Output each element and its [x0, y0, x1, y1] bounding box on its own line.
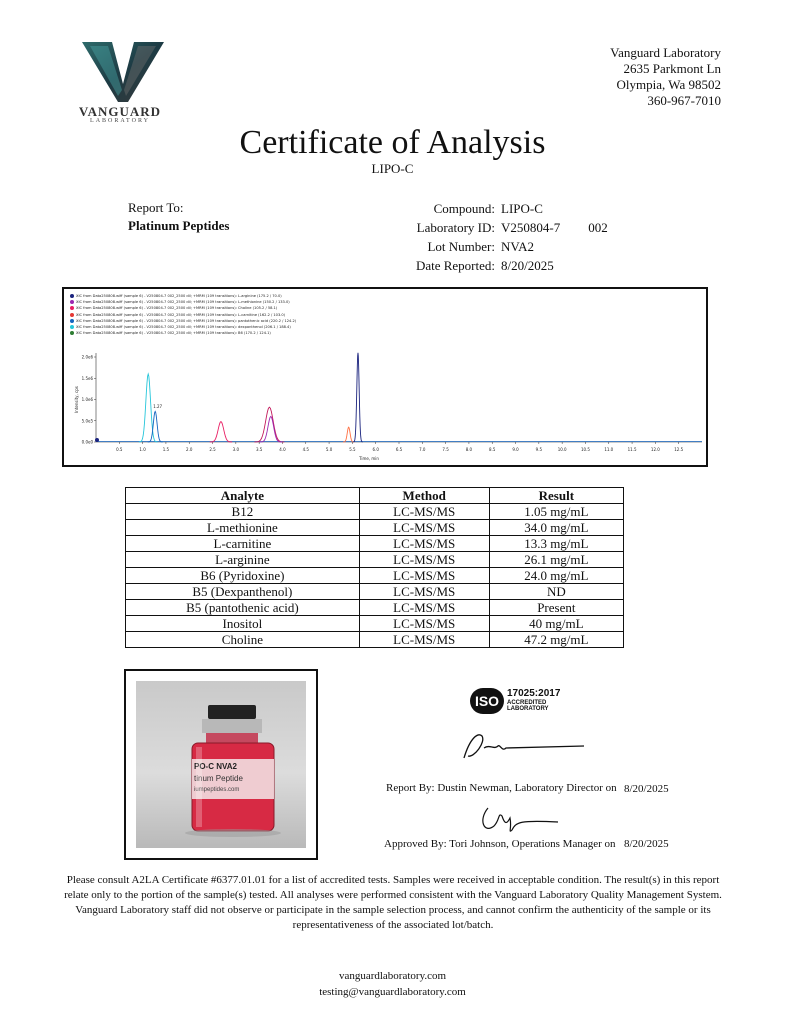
result-cell: 40 mg/mL — [489, 616, 623, 632]
iso-accredited: ACCREDITED — [507, 700, 547, 706]
analyte-cell: L-carnitine — [126, 536, 360, 552]
sample-photo — [136, 681, 306, 848]
result-cell: 47.2 mg/mL — [489, 632, 623, 648]
result-cell: Present — [489, 600, 623, 616]
report-to — [128, 199, 229, 235]
x-tick-label: 10.0 — [557, 447, 567, 452]
manager-signature — [478, 800, 568, 836]
chromatogram — [62, 287, 708, 467]
y-tick-label: 2.0e6 — [81, 354, 93, 360]
x-tick-label: 5.5 — [349, 447, 356, 452]
analyte-cell: L-methionine — [126, 520, 360, 536]
result-cell: ND — [489, 584, 623, 600]
table-row — [126, 600, 624, 616]
lab-id-label: Laboratory ID: — [416, 220, 495, 235]
analyte-cell: Inositol — [126, 616, 360, 632]
x-tick-label: 0.5 — [116, 447, 123, 452]
lab-phone: 360-967-7010 — [647, 93, 721, 108]
legend-text: XIC from Data250808.wiff (sample 6) - V250804-7 002_2500 dil; +MRM (109 transitions): L-arginine (175.2 / 70.0) — [76, 294, 282, 298]
chromatogram-peak — [210, 422, 232, 442]
lab-street: 2635 Parkmont Ln — [623, 61, 721, 76]
legend-text: XIC from Data250808.wiff (sample 6) - V250804-7 002_2500 dil; +MRM (109 transitions): pantothenic acid (220.2 / 124.2) — [76, 318, 297, 323]
lab-address — [610, 45, 721, 109]
table-row — [126, 552, 624, 568]
date-label: Date Reported: — [415, 258, 495, 273]
approved-by-date: 8/20/2025 — [624, 838, 669, 850]
vial-label-1: PO-C NVA2 — [194, 762, 237, 771]
result-cell: 13.3 mg/mL — [489, 536, 623, 552]
lab-id-value: V250804-7 — [501, 220, 561, 235]
compound-value: LIPO-C — [501, 201, 543, 216]
lot-label: Lot Number: — [427, 239, 495, 254]
x-tick-label: 7.5 — [442, 447, 449, 452]
y-axis-label: Intensity, cps — [74, 386, 79, 413]
legend-text: XIC from Data250808.wiff (sample 6) - V250804-7 002_2500 dil; +MRM (109 transitions): L-methionine (150.2 / 133.0) — [76, 300, 290, 305]
table-row — [126, 616, 624, 632]
method-cell: LC-MS/MS — [359, 552, 489, 568]
report-meta — [340, 199, 608, 275]
x-tick-label: 1.5 — [162, 447, 170, 452]
method-cell: LC-MS/MS — [359, 568, 489, 584]
method-cell: LC-MS/MS — [359, 600, 489, 616]
x-tick-label: 10.5 — [581, 447, 590, 452]
x-tick-label: 12.5 — [674, 447, 684, 452]
director-signature — [460, 728, 590, 768]
method-cell: LC-MS/MS — [359, 520, 489, 536]
x-tick-label: 9.5 — [535, 447, 543, 452]
legend-text: XIC from Data250808.wiff (sample 6) - V250804-7 002_2500 dil; +MRM (109 transitions): B6 (170.2 / 124.1) — [76, 331, 271, 336]
method-cell: LC-MS/MS — [359, 584, 489, 600]
results-table — [125, 487, 624, 648]
approved-by-text: Approved By: Tori Johnson, Operations Manager on — [384, 838, 616, 850]
report-by-text: Report By: Dustin Newman, Laboratory Director on — [386, 782, 617, 794]
lab-city: Olympia, Wa 98502 — [616, 77, 721, 92]
column-header: Analyte — [126, 488, 360, 504]
analyte-cell: B12 — [126, 504, 360, 520]
x-tick-label: 8.0 — [465, 447, 473, 452]
x-tick-label: 4.0 — [279, 447, 286, 452]
x-tick-label: 11.5 — [627, 447, 637, 452]
page-subtitle: LIPO-C — [371, 161, 414, 176]
result-cell: 26.1 mg/mL — [489, 552, 623, 568]
table-header-row — [126, 488, 624, 504]
chromatogram-plot — [64, 289, 706, 465]
y-tick-label: 1.5e6 — [81, 375, 93, 381]
analyte-cell: Choline — [126, 632, 360, 648]
contact-info — [0, 968, 785, 1000]
x-tick-label: 11.0 — [604, 447, 614, 452]
page-title: Certificate of Analysis — [239, 124, 546, 161]
method-cell: LC-MS/MS — [359, 504, 489, 520]
chromatogram-peak — [148, 411, 163, 442]
report-by-date: 8/20/2025 — [624, 783, 669, 795]
compound-label: Compound: — [433, 201, 495, 216]
iso-icon: ISO — [470, 688, 504, 714]
vial-label-2: tinum Peptide — [194, 774, 243, 783]
client-name: Platinum Peptides — [128, 218, 230, 233]
vial-image — [136, 681, 306, 848]
logo-name: VANGUARD — [78, 104, 162, 119]
x-tick-label: 4.5 — [302, 447, 309, 452]
website-link[interactable]: vanguardlaboratory.com — [338, 970, 447, 982]
y-tick-label: 5.0e5 — [81, 418, 93, 424]
analyte-cell: B5 (pantothenic acid) — [126, 600, 360, 616]
table-row — [126, 632, 624, 648]
iso-laboratory: LABORATORY — [507, 706, 549, 712]
x-tick-label: 1.0 — [139, 447, 146, 452]
x-tick-label: 3.0 — [232, 447, 240, 452]
legend-text: XIC from Data250808.wiff (sample 6) - V250804-7 002_2500 dil; +MRM (109 transitions): L-carnitine (162.2 / 103.0) — [76, 312, 286, 317]
lot-value: NVA2 — [501, 239, 534, 254]
x-tick-label: 2.0 — [186, 447, 193, 452]
x-axis-label: Time, min — [359, 456, 379, 461]
table-row — [126, 536, 624, 552]
table-row — [126, 568, 624, 584]
x-tick-label: 7.0 — [419, 447, 426, 452]
legend-text: XIC from Data250808.wiff (sample 6) - V250804-7 002_2500 dil; +MRM (109 transitions): dexpanthenol (206.1 / 188.4) — [76, 325, 291, 330]
peak-label: 1.27 — [153, 404, 163, 409]
y-tick-label: 1.0e6 — [81, 397, 93, 402]
chromatogram-peak — [343, 427, 354, 442]
lab-id-suffix: 002 — [588, 220, 608, 235]
vial-label-3: iumpeptides.com — [194, 787, 240, 793]
x-tick-label: 2.5 — [209, 447, 216, 452]
chromatogram-peak — [260, 417, 282, 442]
report-to-label: Report To: — [128, 200, 184, 215]
table-row — [126, 504, 624, 520]
analyte-cell: B5 (Dexpanthenol) — [126, 584, 360, 600]
result-cell: 24.0 mg/mL — [489, 568, 623, 584]
logo-subtitle: LABORATORY — [90, 118, 150, 124]
disclaimer: Please consult A2LA Certificate #6377.01.01 for a list of accredited tests. Samples were received in acceptable condition. The result(s) in this report relate only to the portion of the sample(s) tested. All analyses were performed consistent with the Vanguard Laboratory Quality Management System. Vanguard Laboratory staff did not observe or participate in the sample selection process, and cannot confirm the authenticity of the sample or its representativeness of the associated lot/batch. — [64, 874, 722, 931]
x-tick-label: 6.0 — [372, 447, 379, 452]
legend-text: XIC from Data250808.wiff (sample 6) - V250804-7 002_2500 dil; +MRM (109 transitions): Choline (105.2 / 58.1) — [76, 306, 278, 311]
email-link[interactable]: testing@vanguardlaboratory.com — [319, 986, 466, 998]
analyte-cell: B6 (Pyridoxine) — [126, 568, 360, 584]
iso-number: 17025:2017 — [507, 688, 561, 699]
table-row — [126, 584, 624, 600]
method-cell: LC-MS/MS — [359, 536, 489, 552]
column-header: Method — [359, 488, 489, 504]
method-cell: LC-MS/MS — [359, 616, 489, 632]
x-tick-label: 3.5 — [255, 447, 263, 452]
start-marker — [95, 438, 99, 442]
x-tick-label: 6.5 — [395, 447, 403, 452]
result-cell: 34.0 mg/mL — [489, 520, 623, 536]
table-row — [126, 520, 624, 536]
date-value: 8/20/2025 — [501, 258, 554, 273]
lab-name: Vanguard Laboratory — [610, 45, 721, 60]
x-tick-label: 12.0 — [650, 447, 660, 452]
x-tick-label: 9.0 — [512, 447, 519, 452]
x-tick-label: 5.0 — [325, 447, 333, 452]
chromatogram-peak — [353, 353, 362, 442]
y-tick-label: 0.0e0 — [81, 439, 93, 445]
x-tick-label: 8.5 — [489, 447, 496, 452]
method-cell: LC-MS/MS — [359, 632, 489, 648]
result-cell: 1.05 mg/mL — [489, 504, 623, 520]
column-header: Result — [489, 488, 623, 504]
sample-photo-frame — [124, 669, 318, 860]
chromatogram-peak — [254, 407, 284, 442]
analyte-cell: L-arginine — [126, 552, 360, 568]
